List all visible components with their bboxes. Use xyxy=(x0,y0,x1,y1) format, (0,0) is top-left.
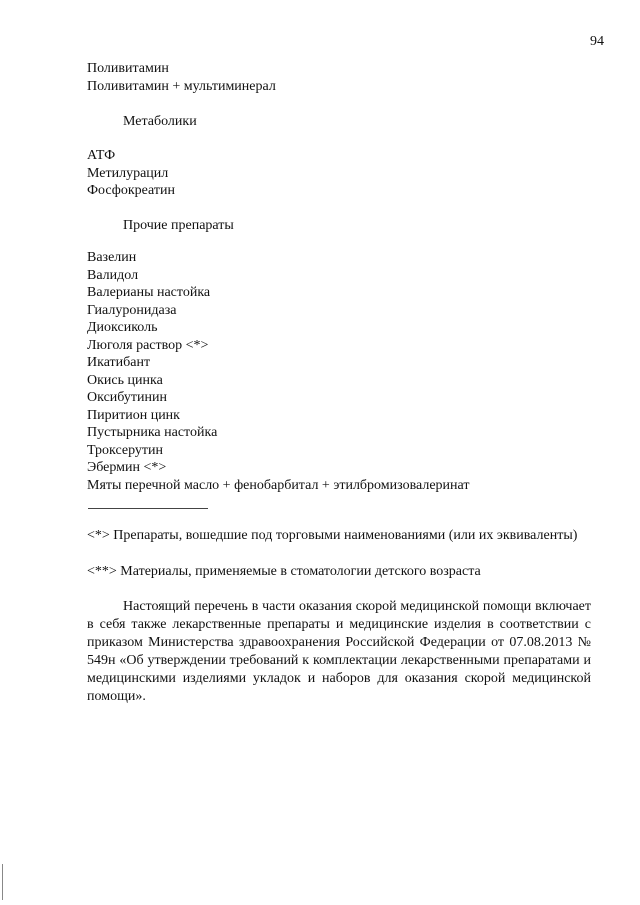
metabolics-list xyxy=(87,147,175,200)
list-item: Метилурацил xyxy=(87,165,169,181)
list-item: Валидол xyxy=(87,267,139,283)
page-number: 94 xyxy=(590,34,604,49)
footnote-dental-materials: <**> Материалы, применяемые в стоматологии детского возраста xyxy=(87,564,481,579)
list-item: Пустырника настойка xyxy=(87,425,218,440)
section-heading-other: Прочие препараты xyxy=(123,218,234,233)
closing-paragraph: Настоящий перечень в части оказания скорой медицинской помощи включает в себя также лекарственные препараты и медицинские изделия в соответствии с приказом Министерства здравоохранения Российской Федерации от 07.08.2013 № 549н «Об утверждении требований к комплектации лекарственными препаратами и медицинскими изделиями укладок и наборов для оказания скорой медицинской помощи». xyxy=(87,599,591,704)
list-item: Вазелин xyxy=(87,250,137,265)
list-item: Мяты перечной масло + фенобарбитал + этилбромизовалеринат xyxy=(87,477,470,493)
section-heading-metabolics: Метаболики xyxy=(123,114,197,129)
list-item: Оксибутинин xyxy=(87,390,167,405)
footnote-divider xyxy=(88,508,208,509)
list-item: Поливитамин + мультиминерал xyxy=(87,78,276,94)
list-item: Диоксиколь xyxy=(87,320,158,335)
list-item: Троксерутин xyxy=(87,442,163,458)
list-item: АТФ xyxy=(87,148,116,163)
list-item: Эбермин <*> xyxy=(87,460,167,475)
list-item: Гиалуронидаза xyxy=(87,302,177,318)
list-item: Валерианы настойка xyxy=(87,285,211,300)
list-item: Поливитамин xyxy=(87,61,169,76)
scan-edge-mark xyxy=(2,864,3,900)
other-drugs-list xyxy=(87,249,470,494)
list-item: Окись цинка xyxy=(87,372,163,388)
list-item: Икатибант xyxy=(87,355,151,370)
vitamins-list xyxy=(87,60,276,95)
list-item: Пиритион цинк xyxy=(87,407,180,423)
list-item: Люголя раствор <*> xyxy=(87,337,209,353)
footnote-trade-names: <*> Препараты, вошедшие под торговыми наименованиями (или их эквиваленты) xyxy=(87,528,578,543)
list-item: Фосфокреатин xyxy=(87,183,176,198)
